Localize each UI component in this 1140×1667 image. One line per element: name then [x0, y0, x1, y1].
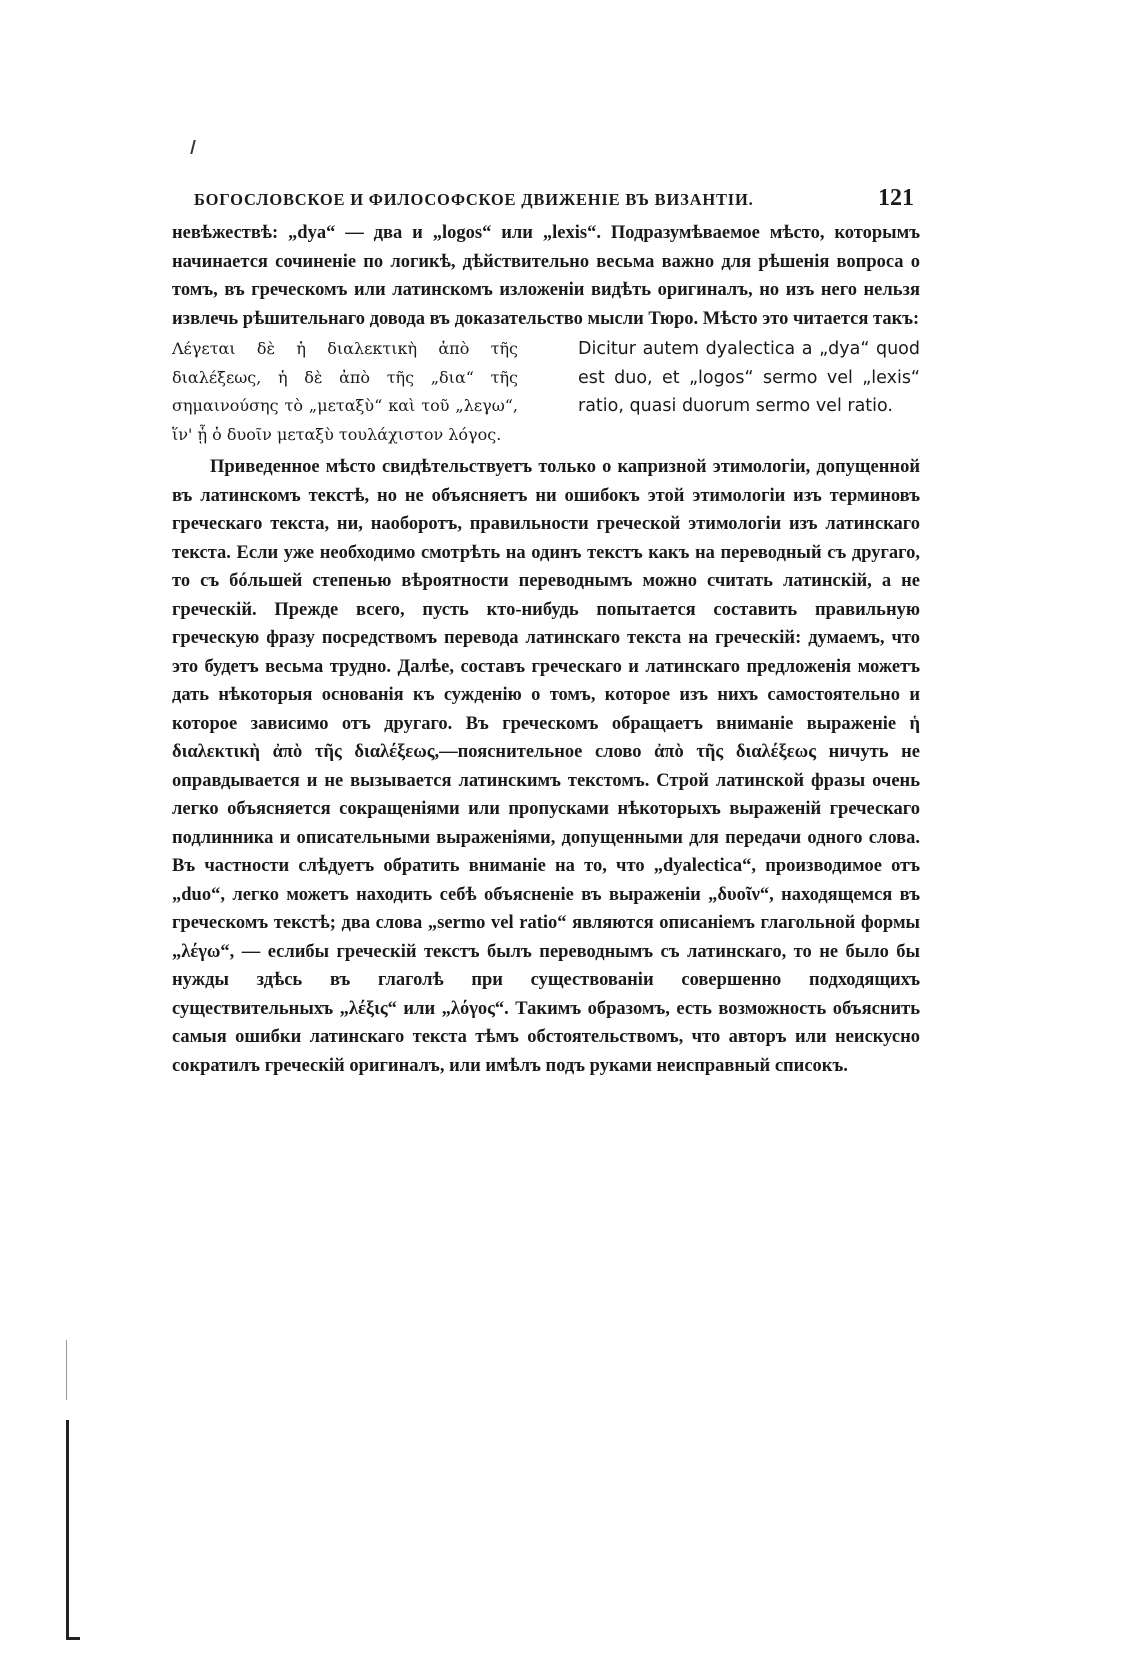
page-edge-corner [66, 1637, 80, 1640]
paragraph-analysis: Приведенное мѣсто свидѣтельствуетъ только о капризной этимологіи, допущенной въ латинскомъ текстѣ, но не объясняетъ ни ошибокъ этой этимологіи изъ терминовъ греческаго текста, ни, наоборотъ, правильности греческой этимологіи изъ латинскаго текста. Если уже необходимо смотрѣть на одинъ текстъ какъ на переводный съ другаго, то съ бóльшей степенью вѣроятности переводнымъ можно считать латинскій, а не греческій. Прежде всего, пусть кто-нибудь попытается составить правильную греческую фразу посредствомъ перевода латинскаго текста на греческій: думаемъ, что это будетъ весьма трудно. Далѣе, составъ греческаго и латинскаго предложенія можетъ дать нѣкоторыя основанія къ сужденію о томъ, которое изъ нихъ самостоятельно и которое зависимо отъ другаго. Въ греческомъ обращаетъ вниманіе выраженіе ἡ διαλεκτικὴ ἀπὸ τῆς διαλέξεως,—пояснительное слово ἀπὸ τῆς διαλέξεως ничуть не оправдывается и не вызывается латинскимъ текстомъ. Строй латинской фразы очень легко объясняется сокращеніями или пропусками нѣкоторыхъ выраженій греческаго подлинника и описательными выраженіями, допущенными для передачи одного слова. Въ частности слѣдуетъ обратить вниманіе на то, что „dyalectica“, производимое отъ „duo“, легко можетъ находить себѣ объясненіе въ выраженіи „δυοῖν“, находящемся въ греческомъ текстѣ; два слова „sermo vel ratio“ являются описаніемъ глагольной формы „λέγω“, — еслибы греческій текстъ былъ переводнымъ съ латинскаго, то не было бы нужды здѣсь въ глаголѣ при существованіи совершенно подходящихъ существительныхъ „λέξις“ или „λόγος“. Такимъ образомъ, есть возможность объяснить самыя ошибки латинскаго текста тѣмъ обстоятельствомъ, что авторъ или неискусно сократилъ греческій оригиналъ, или имѣлъ подъ руками неисправный списокъ. [172, 457, 920, 1076]
running-title: БОГОСЛОВСКОЕ И ФИЛОСОФСКОЕ ДВИЖЕНІЕ ВЪ ВИЗАНТІИ. [194, 190, 754, 209]
running-header [172, 185, 920, 219]
page-number: 121 [878, 185, 914, 211]
greek-quotation: Λέγεται δὲ ἡ διαλεκτικὴ ἀπὸ τῆς διαλέξεως, ἡ δὲ ἀπὸ τῆς „δια“ τῆς σημαινούσης τὸ „μεταξὺ“ καὶ τοῦ „λεγω“, ἵν' ᾖ ὁ δυοῖν μεταξὺ τουλάχιστον λόγος. [172, 339, 518, 444]
paragraph-intro: невѣжествѣ: „dya“ — два и „logos“ или „lexis“. Подразумѣваемое мѣсто, которымъ начинается сочиненіе по логикѣ, дѣйствительно весьма важно для рѣшенія вопроса о томъ, въ греческомъ или латинскомъ изложеніи видѣть оригиналъ, но изъ него нельзя извлечь рѣшительнаго довода въ доказательство мысли Тюро. Мѣсто это читается такъ: [172, 223, 920, 329]
page-edge-shadow-thin [66, 1340, 67, 1400]
scan-speck-mark [190, 140, 195, 154]
latin-quotation: Dicitur autem dyalectica a „dya“ quod est duo, et „logos“ sermo vel „lexis“ ratio, quasi duorum sermo vel ratio. [578, 339, 920, 416]
page-edge-shadow [66, 1420, 69, 1640]
book-page [172, 185, 920, 1080]
parallel-quotation [172, 335, 920, 449]
